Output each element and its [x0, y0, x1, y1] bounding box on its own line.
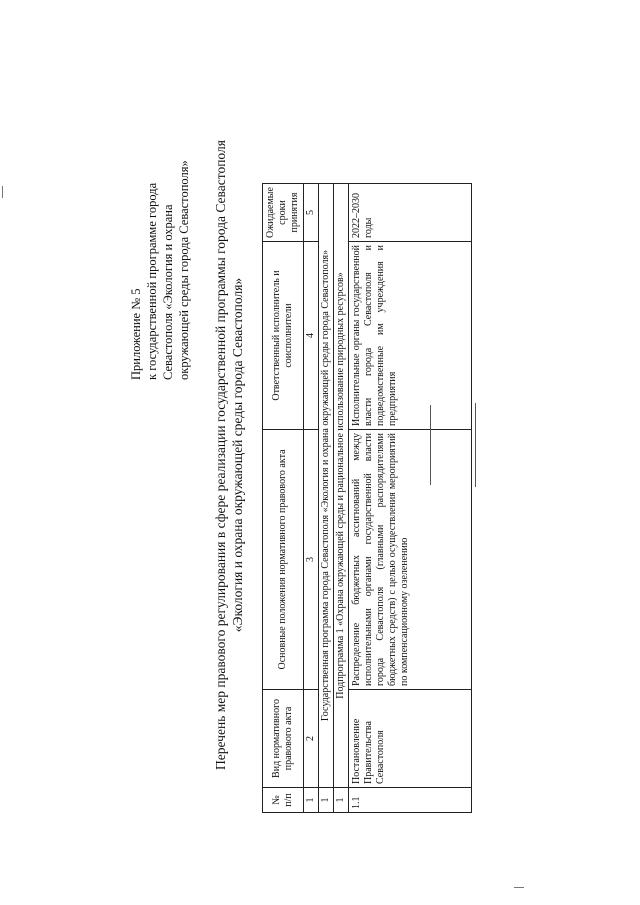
program-row-text: Государственная программа города Севастополя «Экология и охрана окружающей среды города Севастополя» — [319, 184, 334, 788]
row-provisions: Распределение бюджетных ассигнований между исполнительными органами государственной власти города Севастополя (главными распорядителями бюджетных средств) с целью осуществления мероприятий по компенсационному озеленению — [349, 430, 472, 690]
appendix-line: Севастополя «Экология и охрана — [161, 204, 175, 380]
table-header-row — [263, 184, 304, 813]
column-number: 3 — [304, 430, 319, 690]
appendix-block — [128, 80, 192, 380]
header-executor: Ответственный исполнитель и соисполнители — [263, 242, 304, 430]
appendix-line: Приложение № 5 — [129, 288, 143, 380]
row-act-type: Постановление Правительства Севастополя — [349, 690, 472, 788]
column-number: 1 — [304, 788, 319, 813]
regulation-table — [262, 183, 472, 813]
separator-line — [430, 405, 431, 485]
title-line-1: Перечень мер правового регулирования в сфере реализации государственной программы города Севастополя — [213, 140, 228, 770]
header-deadline: Ожидаемые сроки принятия — [263, 184, 304, 242]
column-number: 4 — [304, 242, 319, 430]
separator-line — [475, 403, 476, 487]
program-row — [319, 184, 334, 813]
column-number: 5 — [304, 184, 319, 242]
table-row — [349, 184, 472, 813]
program-row-num: 1 — [319, 788, 334, 813]
header-num: № п/п — [263, 788, 304, 813]
header-act-type: Вид нормативного правового акта — [263, 690, 304, 788]
title-line-2: «Экология и охрана окружающей среды города Севастополя» — [230, 277, 245, 633]
subprogram-row-num: 1 — [334, 788, 349, 813]
column-number-row — [304, 184, 319, 813]
header-provisions: Основные положения нормативного правового акта — [263, 430, 304, 690]
subprogram-row — [334, 184, 349, 813]
column-number: 2 — [304, 690, 319, 788]
appendix-line: к государственной программе города — [145, 182, 159, 380]
document-title — [212, 125, 246, 785]
appendix-line: окружающей среды города Севастополя» — [177, 160, 191, 380]
row-deadline: 2022–2030 годы — [349, 184, 472, 242]
subprogram-row-text: Подпрограмма 1 «Охрана окружающей среды и рациональное использование природных ресурсов» — [334, 184, 349, 788]
row-executor: Исполнительные органы государственной власти города Севастополя и подведомственные им учреждения и предприятия — [349, 242, 472, 430]
row-num: 1.1 — [349, 788, 472, 813]
